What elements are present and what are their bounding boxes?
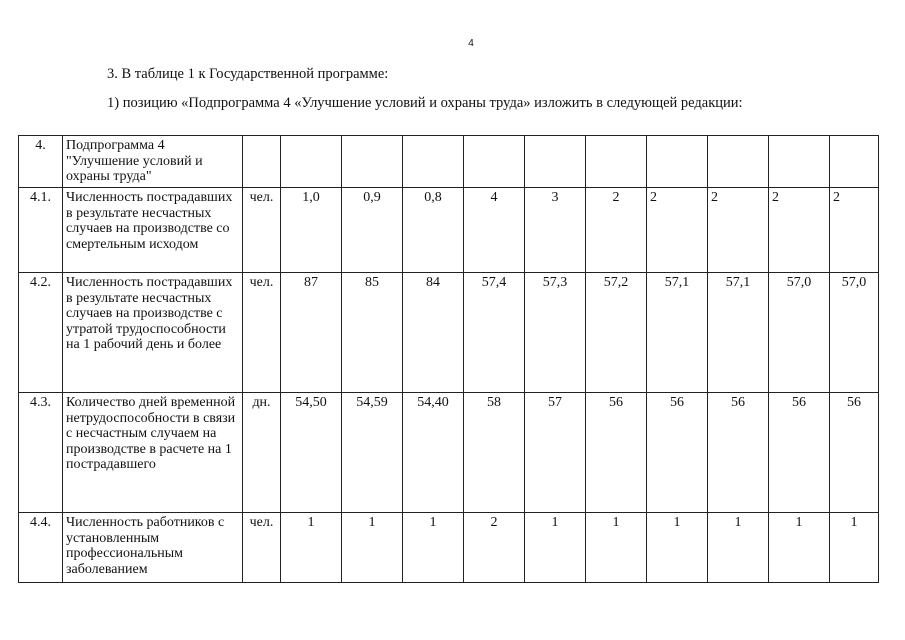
- table-row: [19, 188, 879, 273]
- value-cell: [403, 136, 464, 188]
- page-number: 4: [468, 38, 474, 49]
- value-cell: 56: [708, 393, 769, 513]
- value-cell: 1: [403, 513, 464, 583]
- value-cell: 4: [464, 188, 525, 273]
- row-number: 4.4.: [19, 513, 63, 583]
- value-cell: 2: [708, 188, 769, 273]
- value-cell: 2: [769, 188, 830, 273]
- value-cell: 57,2: [586, 273, 647, 393]
- indicator-name: Подпрограмма 4 "Улучшение условий и охраны труда": [63, 136, 243, 188]
- value-cell: 57: [525, 393, 586, 513]
- value-cell: 1: [769, 513, 830, 583]
- value-cell: 1,0: [281, 188, 342, 273]
- value-cell: 54,59: [342, 393, 403, 513]
- unit-cell: дн.: [243, 393, 281, 513]
- unit-cell: чел.: [243, 513, 281, 583]
- indicator-name: Численность пострадавших в результате несчастных случаев на производстве с утратой трудоспособности на 1 рабочий день и более: [63, 273, 243, 393]
- value-cell: [830, 136, 879, 188]
- indicator-name: Численность пострадавших в результате несчастных случаев на производстве со смертельным исходом: [63, 188, 243, 273]
- value-cell: 57,0: [830, 273, 879, 393]
- indicator-name: Численность работников с установленным профессиональным заболеванием: [63, 513, 243, 583]
- value-cell: 0,9: [342, 188, 403, 273]
- value-cell: 56: [586, 393, 647, 513]
- value-cell: 57,1: [647, 273, 708, 393]
- value-cell: 1: [281, 513, 342, 583]
- row-number: 4.: [19, 136, 63, 188]
- value-cell: [342, 136, 403, 188]
- value-cell: 2: [586, 188, 647, 273]
- table-row: [19, 273, 879, 393]
- value-cell: [525, 136, 586, 188]
- value-cell: 57,3: [525, 273, 586, 393]
- value-cell: 1: [830, 513, 879, 583]
- row-number: 4.1.: [19, 188, 63, 273]
- value-cell: 1: [647, 513, 708, 583]
- value-cell: 1: [342, 513, 403, 583]
- indicator-name: Количество дней временной нетрудоспособности в связи с несчастным случаем на производстве в расчете на 1 пострадавшего: [63, 393, 243, 513]
- value-cell: 3: [525, 188, 586, 273]
- value-cell: [647, 136, 708, 188]
- table-row: [19, 513, 879, 583]
- value-cell: 1: [525, 513, 586, 583]
- unit-cell: [243, 136, 281, 188]
- value-cell: [769, 136, 830, 188]
- value-cell: 58: [464, 393, 525, 513]
- value-cell: [464, 136, 525, 188]
- value-cell: 85: [342, 273, 403, 393]
- value-cell: 57,1: [708, 273, 769, 393]
- value-cell: 1: [708, 513, 769, 583]
- value-cell: 56: [830, 393, 879, 513]
- value-cell: [586, 136, 647, 188]
- value-cell: 56: [647, 393, 708, 513]
- value-cell: [708, 136, 769, 188]
- value-cell: 54,50: [281, 393, 342, 513]
- table-row: [19, 136, 879, 188]
- row-number: 4.2.: [19, 273, 63, 393]
- value-cell: [281, 136, 342, 188]
- value-cell: 87: [281, 273, 342, 393]
- value-cell: 2: [647, 188, 708, 273]
- unit-cell: чел.: [243, 188, 281, 273]
- row-number: 4.3.: [19, 393, 63, 513]
- table-row: [19, 393, 879, 513]
- amendment-paragraph-2: 1) позицию «Подпрограмма 4 «Улучшение условий и охраны труда» изложить в следующей редакции:: [107, 95, 743, 111]
- value-cell: 56: [769, 393, 830, 513]
- value-cell: 1: [586, 513, 647, 583]
- unit-cell: чел.: [243, 273, 281, 393]
- value-cell: 84: [403, 273, 464, 393]
- value-cell: 57,4: [464, 273, 525, 393]
- value-cell: 2: [830, 188, 879, 273]
- value-cell: 54,40: [403, 393, 464, 513]
- amendment-paragraph-1: 3. В таблице 1 к Государственной программе:: [107, 66, 389, 82]
- indicators-table: [18, 135, 879, 583]
- value-cell: 0,8: [403, 188, 464, 273]
- value-cell: 57,0: [769, 273, 830, 393]
- value-cell: 2: [464, 513, 525, 583]
